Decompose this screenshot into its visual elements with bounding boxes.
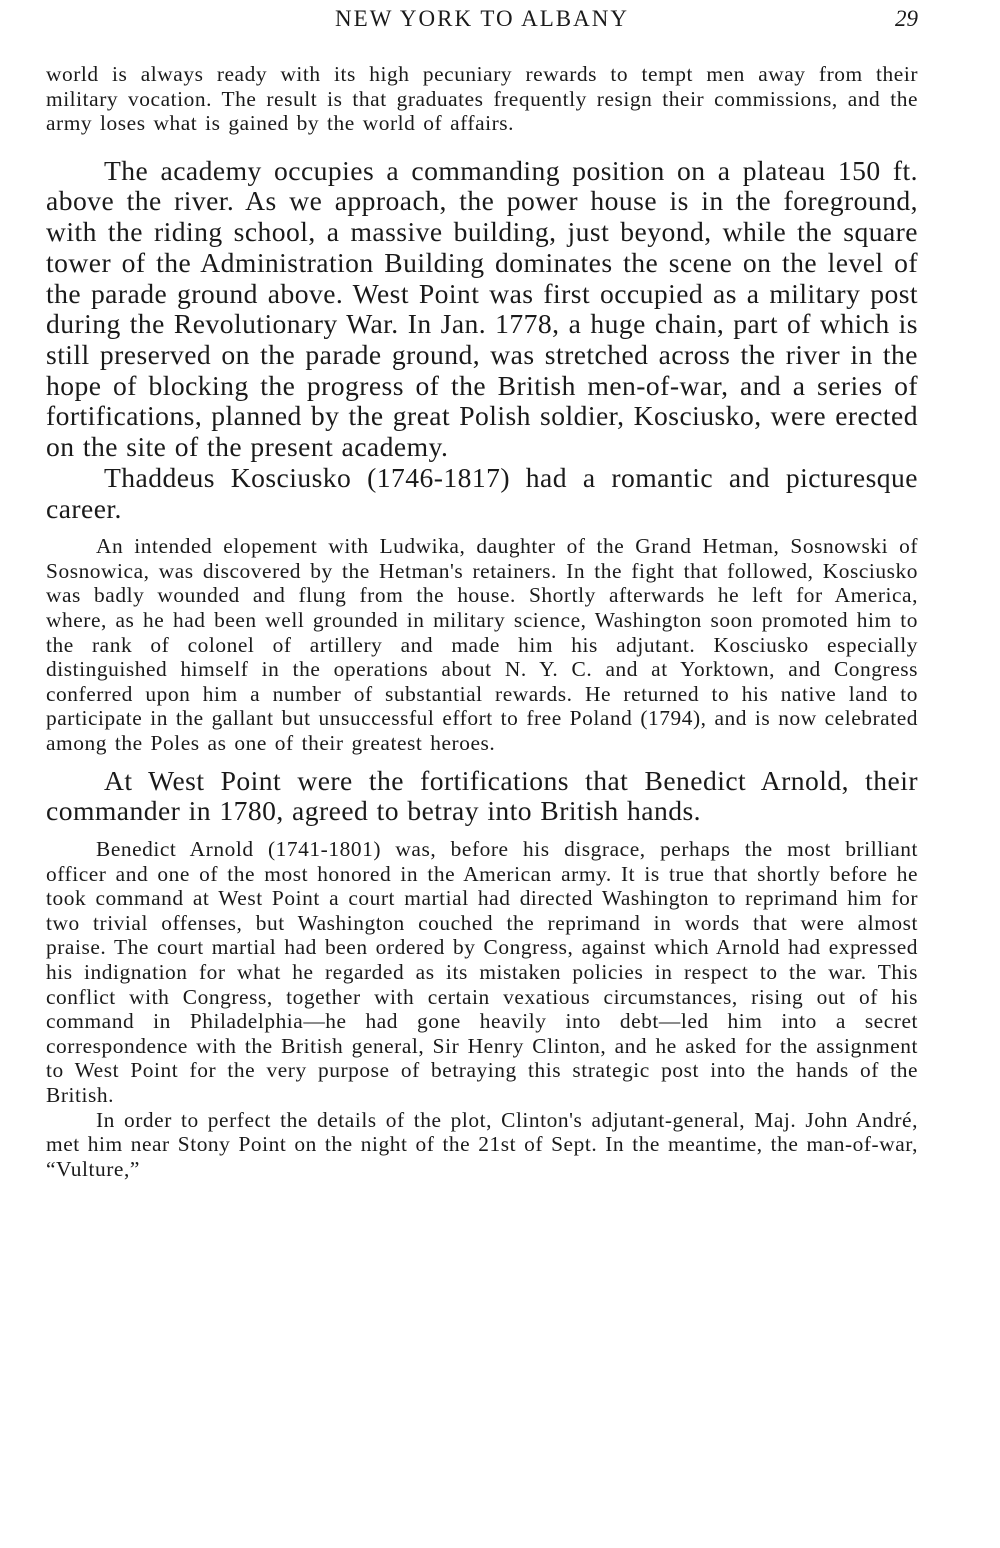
book-page [46,0,918,1548]
paragraph-arnold-career: Benedict Arnold (1741-1801) was, before his disgrace, perhaps the most brilliant officer and one of the most honored in the American army. It is true that shortly before he took command at West Point a court martial had directed Washington to reprimand him for two trivial offenses, but Washington couched the reprimand in words that were almost praise. The court martial had been ordered by Congress, against which Arnold had expressed his indignation for what he regarded as its mistaken policies in respect to the war. This conflict with Congress, together with certain vexatious circumstances, rising out of his command in Philadelphia—he had gone heavily into debt—led him into a secret correspondence with the British general, Sir Henry Clinton, and he asked for the assignment to West Point for the very purpose of betraying this strategic post into the hands of the British. [46,836,918,1107]
paragraph-arnold-intro: At West Point were the fortifications that Benedict Arnold, their commander in 1780, agreed to betray into British hands. [46,764,918,827]
paragraph-graduates-continuation: world is always ready with its high pecuniary rewards to tempt men away from their military vocation. The result is that graduates frequently resign their commissions, and the army loses what is gained by the world of affairs. [46,62,918,136]
paragraph-kosciusko-intro: Thaddeus Kosciusko (1746-1817) had a romantic and picturesque career. [46,461,918,524]
paragraph-andre-plot: In order to perfect the details of the plot, Clinton's adjutant-general, Maj. John André, met him near Stony Point on the night of the 21st of Sept. In the meantime, the man-of-war, “Vulture,” [46,1107,918,1181]
paragraph-kosciusko-career: An intended elopement with Ludwika, daughter of the Grand Hetman, Sosnowski of Sosnowica, was discovered by the Hetman's retainers. In the fight that followed, Kosciusko was badly wounded and flung from the house. Shortly afterwards he left for America, where, as he had been well grounded in military science, Washington soon promoted him to the rank of colonel of artillery and made him his adjutant. Kosciusko especially distinguished himself in the operations about N. Y. C. and at Yorktown, and Congress conferred upon him a number of substantial rewards. He returned to his native land to participate in the gallant but unsuccessful effort to free Poland (1794), and is now celebrated among the Poles as one of their greatest heroes. [46,534,918,755]
page-header [46,4,918,34]
paragraph-academy-position: The academy occupies a commanding position on a plateau 150 ft. above the river. As we approach, the power house is in the foreground, with the riding school, a massive building, just beyond, while the square tower of the Administration Building dominates the scene on the level of the parade ground above. West Point was first occupied as a military post during the Revolutionary War. In Jan. 1778, a huge chain, part of which is still preserved on the parade ground, was stretched across the river in the hope of blocking the progress of the British men-of-war, and a series of fortifications, planned by the great Polish soldier, Kosciusko, were erected on the site of the present academy. [46,154,918,463]
page-number: 29 [895,6,918,31]
page-body [46,62,918,1181]
running-head: NEW YORK TO ALBANY [335,6,629,31]
